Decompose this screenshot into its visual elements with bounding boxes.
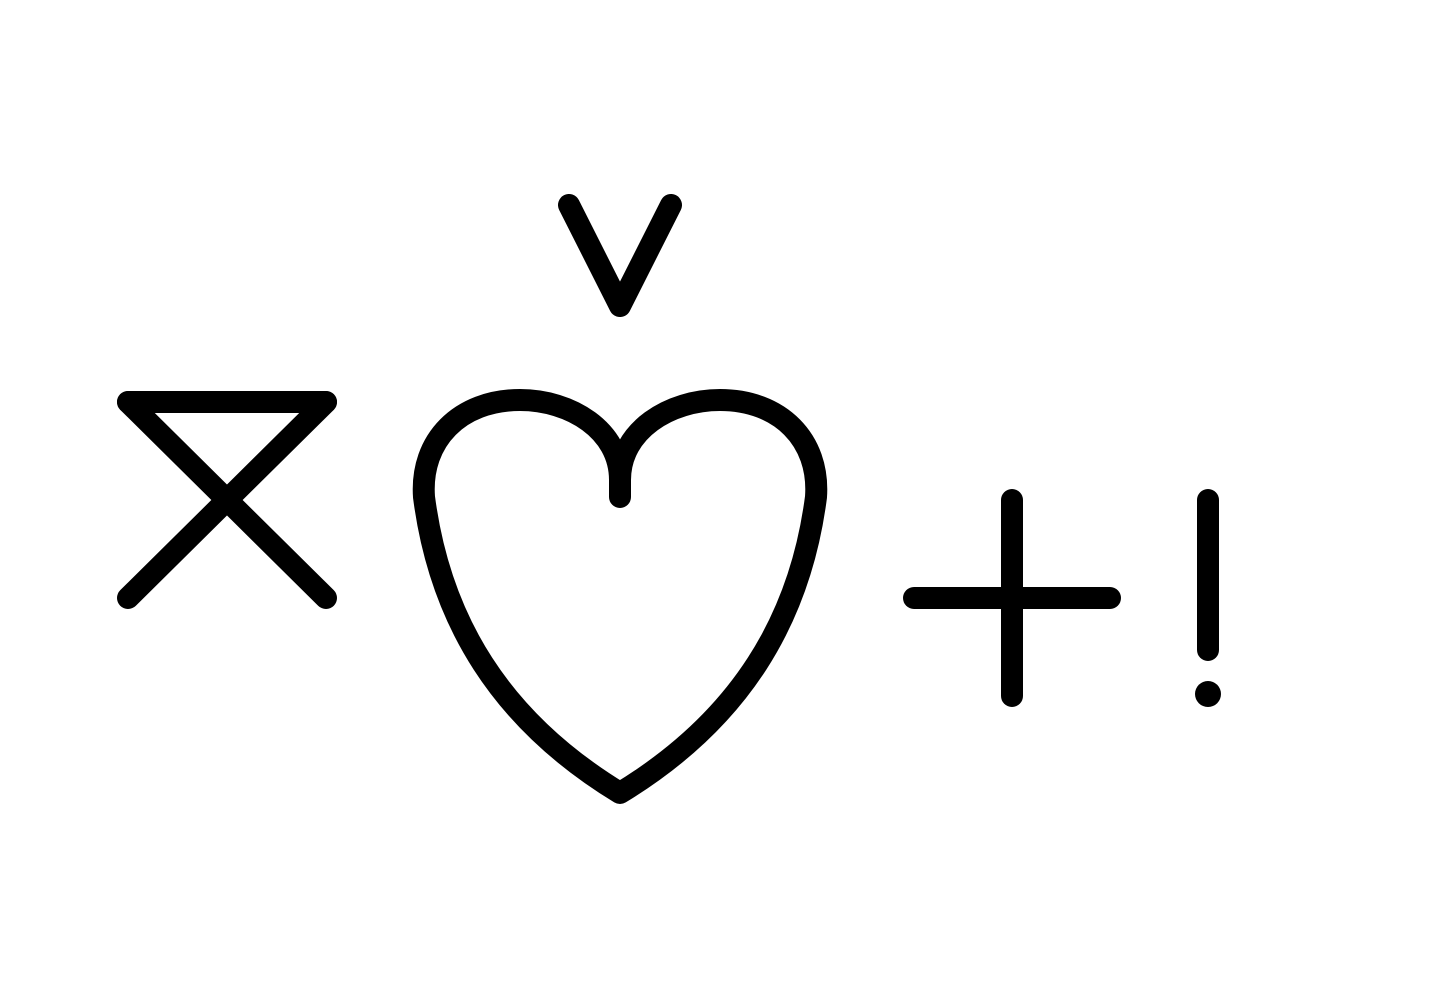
chevron-down-icon: [569, 205, 671, 306]
plus-icon: [914, 500, 1110, 696]
exclamation-dot: [1195, 681, 1221, 707]
heart-outline: [424, 400, 817, 793]
hourglass-x-icon: [128, 402, 326, 598]
heart-icon: [424, 400, 817, 793]
exclamation-icon: [1195, 500, 1221, 707]
chevron-stroke: [569, 205, 671, 306]
